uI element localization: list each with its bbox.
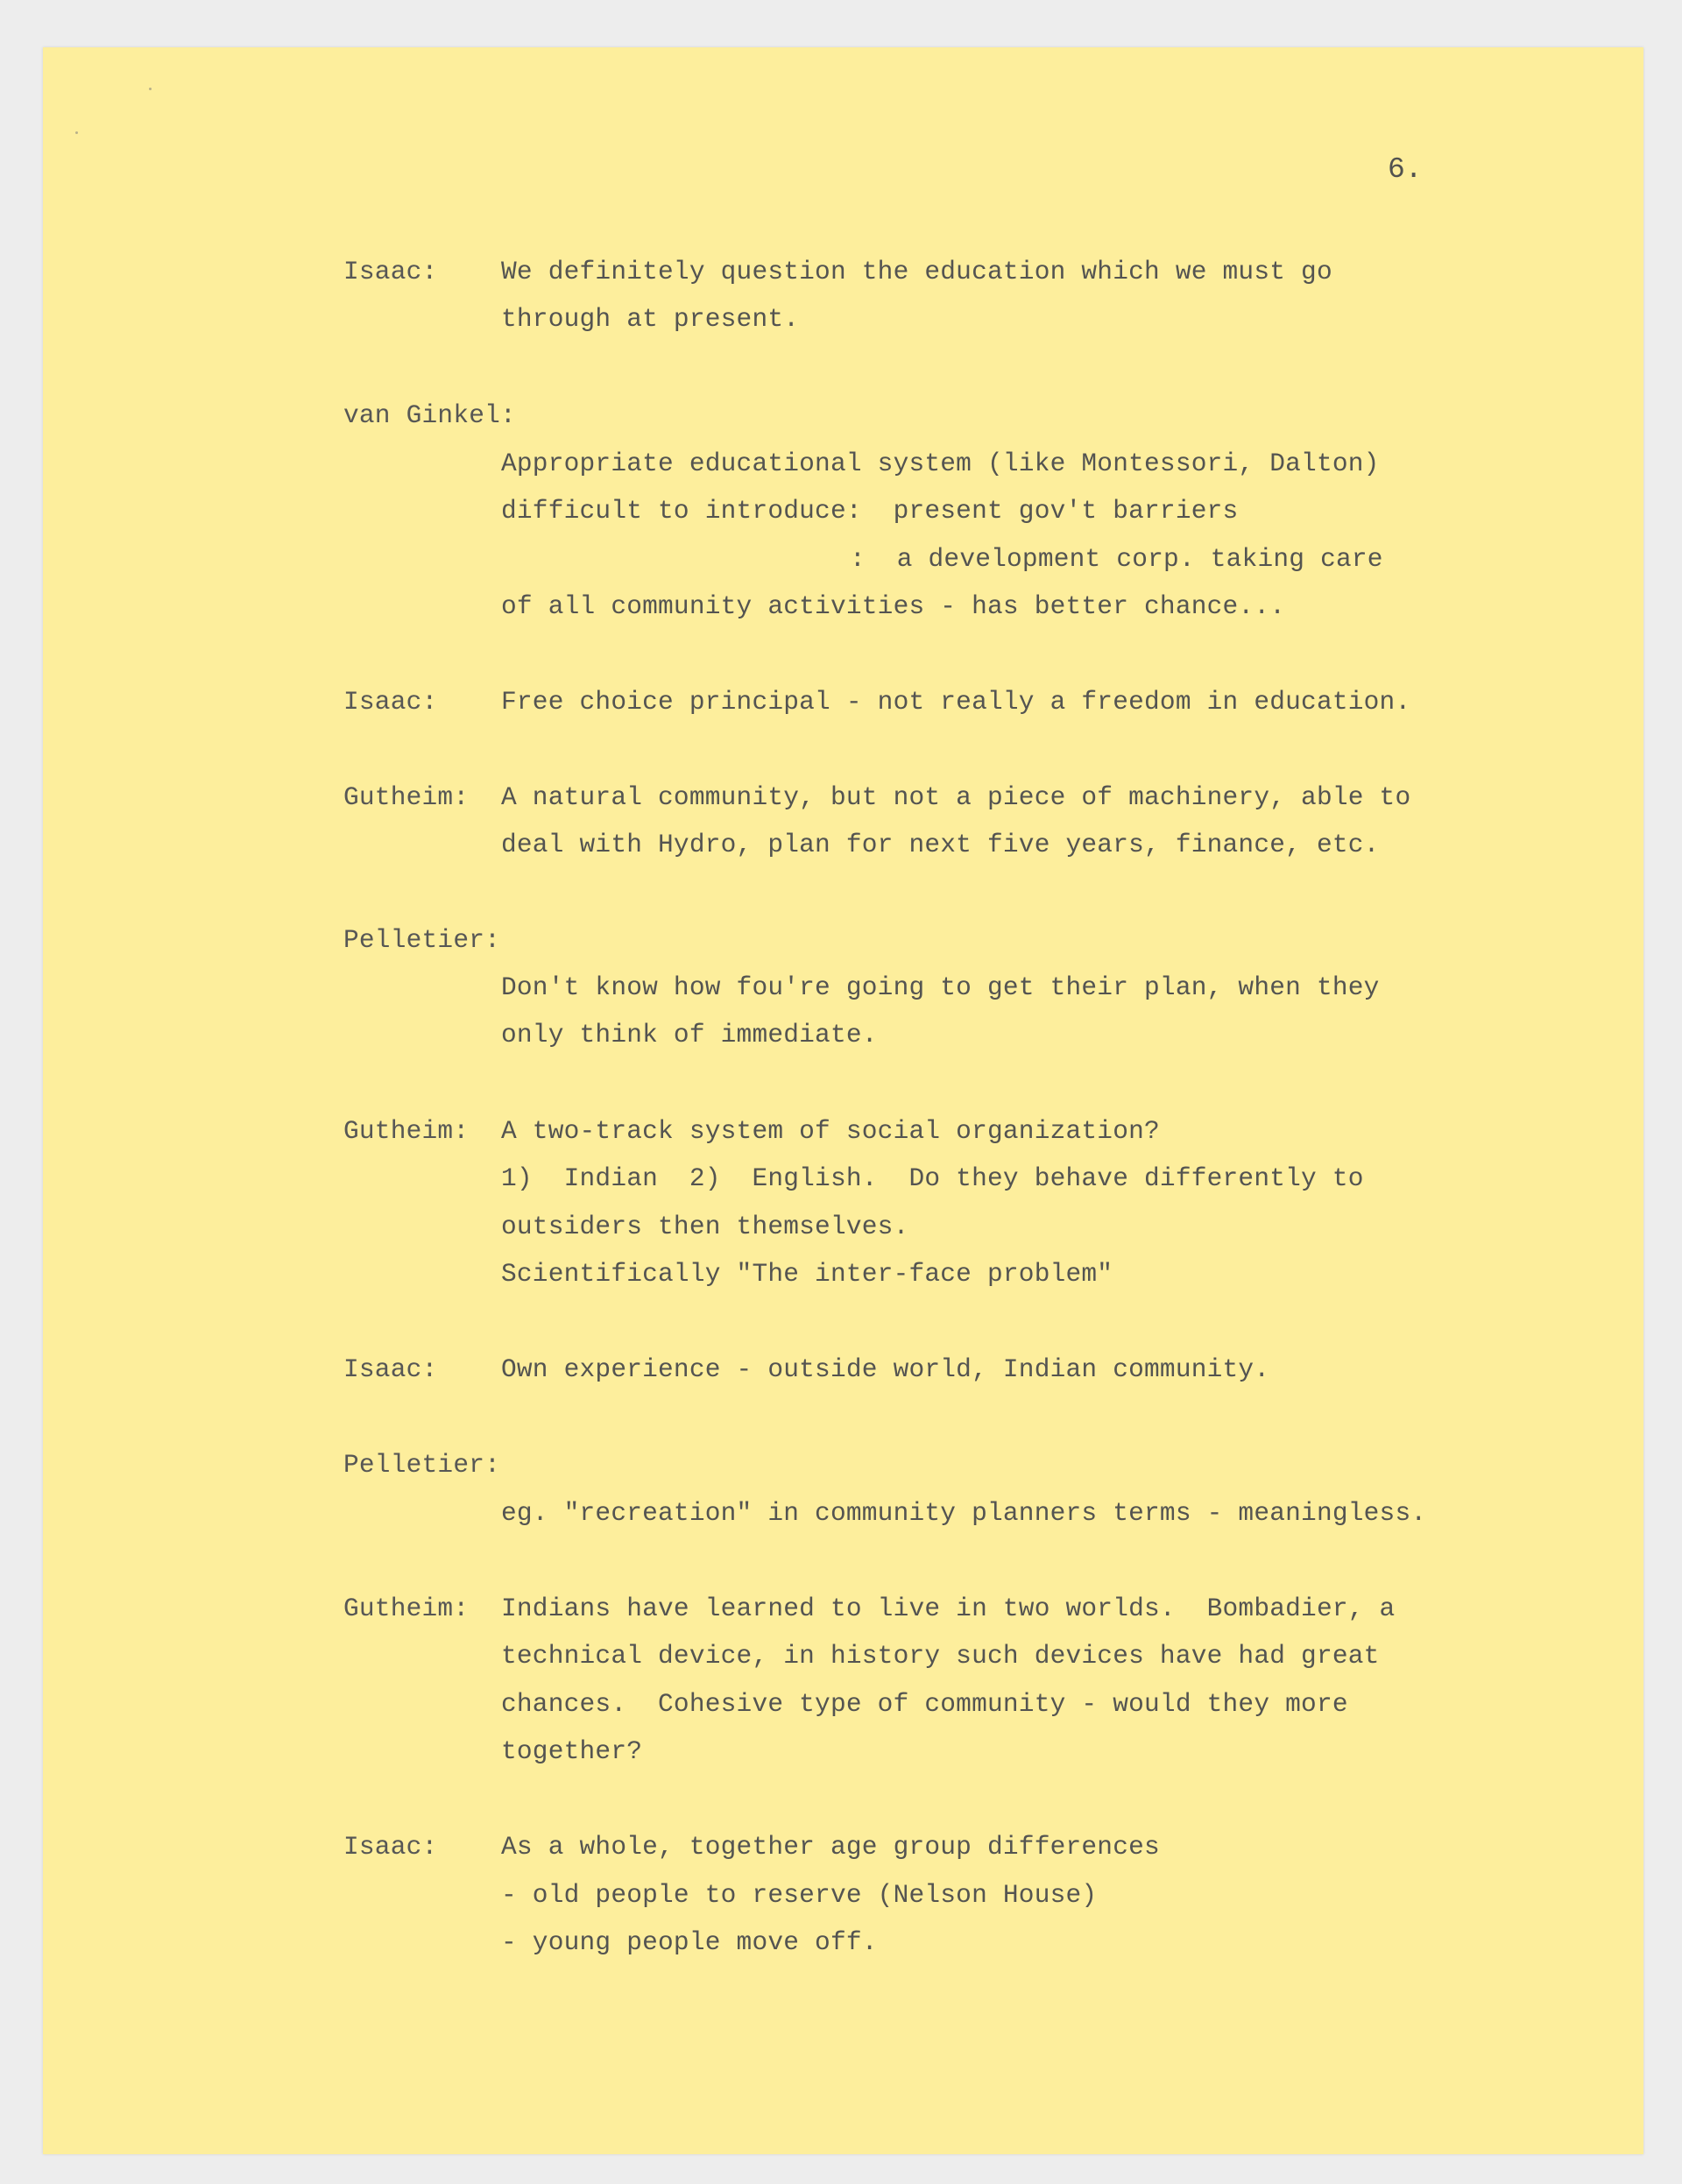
speaker-label: Gutheim: xyxy=(343,1594,470,1623)
dialogue-line: A natural community, but not a piece of machinery, able to xyxy=(501,782,1411,812)
dialogue-line: Scientifically "The inter-face problem" xyxy=(501,1259,1113,1289)
dialogue-line: chances. Cohesive type of community - would they more xyxy=(501,1689,1348,1719)
dialogue-line: We definitely question the education which we must go xyxy=(501,257,1332,286)
dialogue-line: of all community activities - has better chance... xyxy=(501,591,1286,621)
dialogue-line: - young people move off. xyxy=(501,1927,878,1957)
dialogue-line: As a whole, together age group differences xyxy=(501,1832,1160,1862)
dialogue-line: Appropriate educational system (like Montessori, Dalton) xyxy=(501,449,1380,478)
dialogue-line: together? xyxy=(501,1736,643,1766)
dialogue-line: difficult to introduce: present gov't barriers xyxy=(501,496,1239,526)
speaker-label: Gutheim: xyxy=(343,782,470,812)
dialogue-line: technical device, in history such devices have had great xyxy=(501,1641,1380,1671)
speaker-label: Isaac: xyxy=(343,257,438,286)
speaker-label: Isaac: xyxy=(343,687,438,717)
dialogue-line: 1) Indian 2) English. Do they behave differently to xyxy=(501,1163,1364,1193)
dialogue-line: through at present. xyxy=(501,304,800,334)
speaker-label: Gutheim: xyxy=(343,1116,470,1146)
speaker-label: van Ginkel: xyxy=(343,400,516,430)
speaker-label: Pelletier: xyxy=(343,1450,501,1480)
page-number: 6. xyxy=(1388,153,1423,186)
dialogue-line: outsiders then themselves. xyxy=(501,1212,909,1241)
dialogue-line: eg. "recreation" in community planners terms - meaningless. xyxy=(501,1498,1427,1528)
speaker-label: Isaac: xyxy=(343,1354,438,1384)
dialogue-line: Own experience - outside world, Indian community. xyxy=(501,1354,1270,1384)
paper-speck xyxy=(149,88,152,90)
dialogue-line: - old people to reserve (Nelson House) xyxy=(501,1880,1098,1910)
paper-speck xyxy=(75,131,78,134)
dialogue-line: : a development corp. taking care xyxy=(850,544,1383,574)
dialogue-line: only think of immediate. xyxy=(501,1020,878,1050)
speaker-label: Isaac: xyxy=(343,1832,438,1862)
dialogue-line: A two-track system of social organization? xyxy=(501,1116,1160,1146)
dialogue-line: Free choice principal - not really a freedom in education. xyxy=(501,687,1411,717)
speaker-label: Pelletier: xyxy=(343,925,501,955)
dialogue-line: Indians have learned to live in two worlds. Bombadier, a xyxy=(501,1594,1396,1623)
dialogue-line: Don't know how fou're going to get their plan, when they xyxy=(501,972,1380,1002)
dialogue-line: deal with Hydro, plan for next five years, finance, etc. xyxy=(501,830,1380,859)
